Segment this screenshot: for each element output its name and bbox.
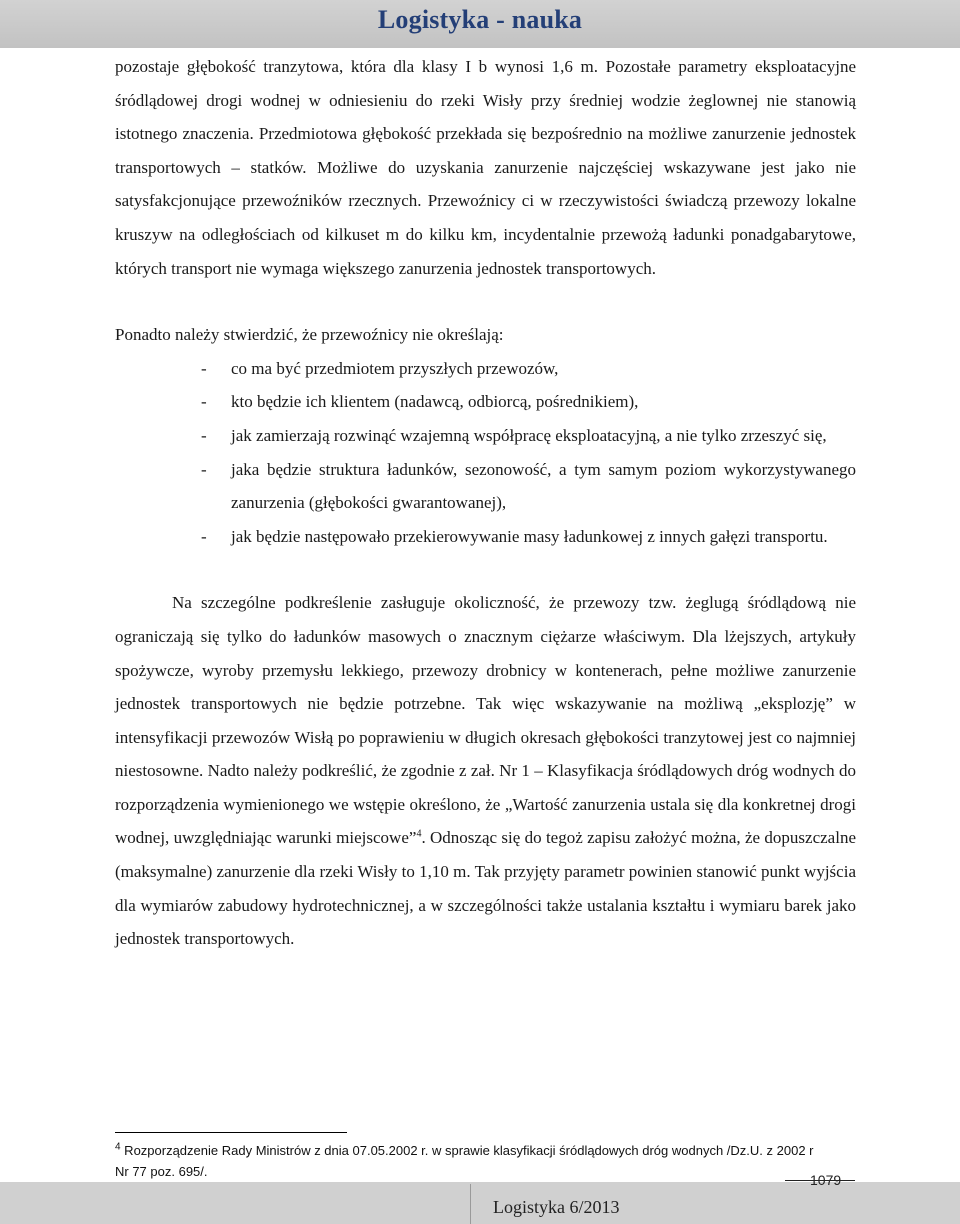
paragraph-2: Ponadto należy stwierdzić, że przewoźnicy nie określają: xyxy=(115,325,504,345)
paragraph-3-text-continued: . Odnosząc się do tegoż zapisu założyć można, że dopuszczalne (maksymalne) zanurzenie dla rzeki Wisły to 1,10 m. Tak przyjęty parametr powinien stanowić punkt wyjścia dla wymiarów zabudowy hydrotechnicznej, a w szczególności także ustalania kształtu i wymiaru barek jako jednostek transportowych. xyxy=(115,828,856,949)
header-bar xyxy=(0,0,960,48)
list-item: - jak będzie następowało przekierowywanie masy ładunkowej z innych gałęzi transportu. xyxy=(115,520,856,554)
page-number: 1079 xyxy=(810,1172,842,1188)
footnote xyxy=(115,1140,815,1182)
paragraph-3 xyxy=(115,586,856,956)
footnote-separator xyxy=(115,1132,347,1133)
dash-list xyxy=(115,352,856,554)
footnote-reference[interactable]: 4 xyxy=(416,828,422,840)
paragraph-3-text: Na szczególne podkreślenie zasługuje okoliczność, że przewozy tzw. żeglugą śródlądową nie ograniczają się tylko do ładunków masowych o znacznym ciężarze właściwym. Dla lżejszych, artykuły spożywcze, wyroby przemysłu lekkiego, przewozy drobnicy w kontenerach, pełne możliwe zanurzenie jednostek transportowych nie będzie potrzebne. Tak więc wskazywanie na możliwą „eksplozję” w intensyfikacji przewozów Wisłą po poprawieniu w długich okresach głębokości tranzytowej jest co najmniej niestosowne. Nadto należy podkreślić, że zgodnie z zał. Nr 1 – Klasyfikacja śródlądowych dróg wodnych do rozporządzenia wymienionego we wstępie określono, że „Wartość zanurzenia ustala się dla konkretnej drogi wodnej, uwzględniając warunki miejscowe” xyxy=(115,593,856,848)
page-title: Logistyka - nauka xyxy=(377,5,583,34)
footer-journal-box xyxy=(470,1184,960,1224)
journal-name: Logistyka 6/2013 xyxy=(493,1196,620,1217)
footnote-text: Rozporządzenie Rady Ministrów z dnia 07.05.2002 r. w sprawie klasyfikacji śródlądowych dróg wodnych /Dz.U. z 2002 r Nr 77 poz. 695/. xyxy=(115,1143,814,1179)
footnote-number: 4 xyxy=(115,1141,121,1153)
list-item: - co ma być przedmiotem przyszłych przewozów, xyxy=(115,352,856,386)
list-item: - kto będzie ich klientem (nadawcą, odbiorcą, pośrednikiem), xyxy=(115,385,856,419)
article-body xyxy=(115,50,856,956)
list-item: - jak zamierzają rozwinąć wzajemną współpracę eksploatacyjną, a nie tylko zrzeszyć się, xyxy=(115,419,856,453)
list-item: - jaka będzie struktura ładunków, sezonowość, a tym samym poziom wykorzystywanego zanurzenia (głębokości gwarantowanej), xyxy=(115,453,856,520)
paragraph-1: pozostaje głębokość tranzytowa, która dla klasy I b wynosi 1,6 m. Pozostałe parametry eksploatacyjne śródlądowej drogi wodnej w odniesieniu do rzeki Wisły przy średniej wodzie żeglownej nie stanowią istotnego znaczenia. Przedmiotowa głębokość przekłada się bezpośrednio na możliwe zanurzenie jednostek transportowych – statków. Możliwe do uzyskania zanurzenie najczęściej wskazywane jest jako nie satysfakcjonujące przewoźników rzecznych. Przewoźnicy ci w rzeczywistości świadczą przewozy lokalne kruszyw na odległościach od kilkuset m do kilku km, incydentalnie przewożą ładunki ponadgabarytowe, których transport nie wymaga większego zanurzenia jednostek transportowych. xyxy=(115,57,856,278)
